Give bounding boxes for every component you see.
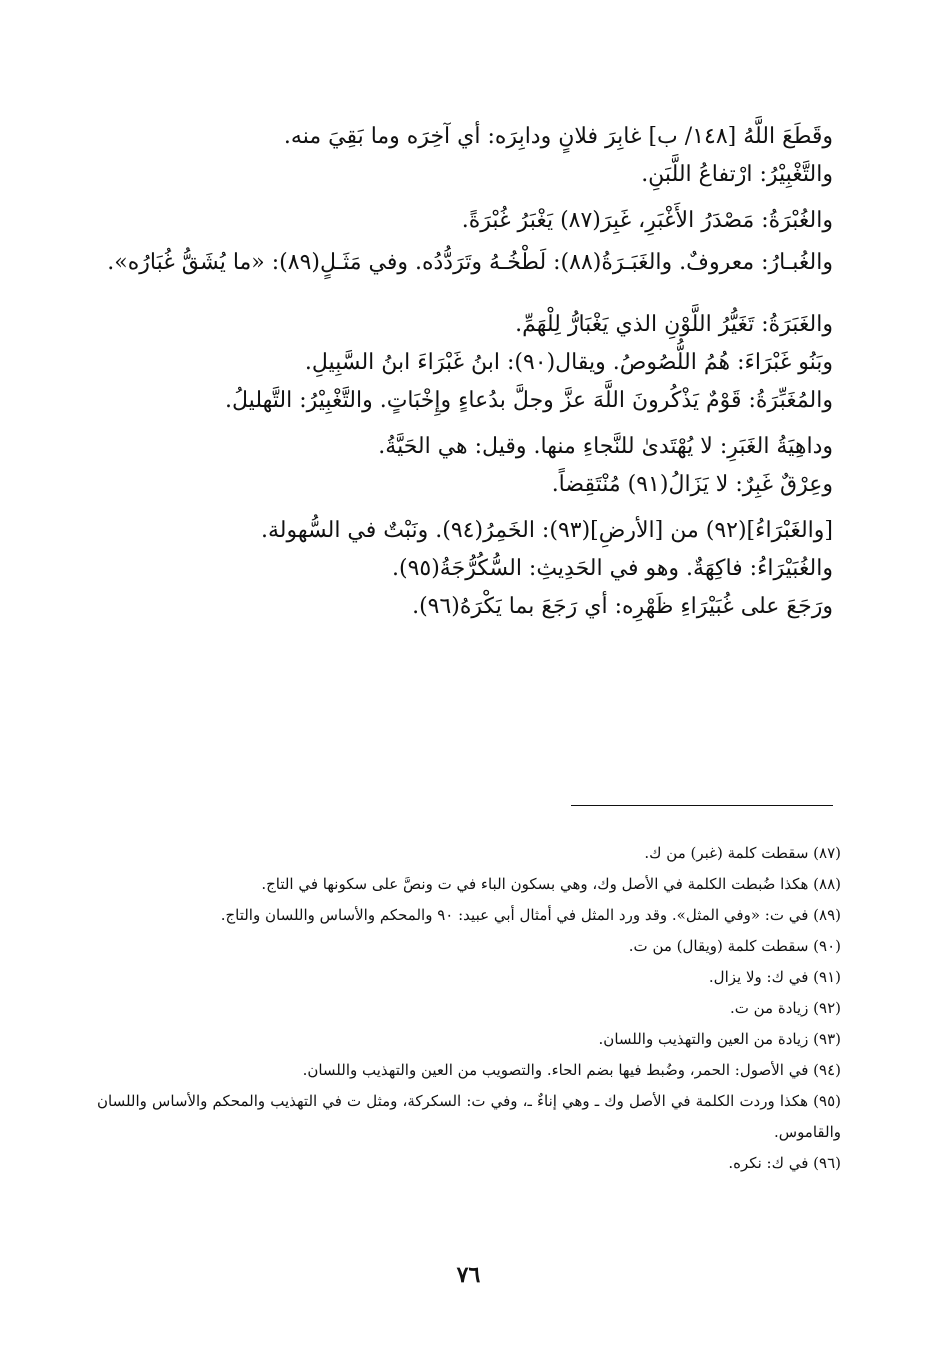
- text-line-11: والغُبَيْرَاءُ: فاكِهَةٌ. وهو في الحَدِيثِ: السُّكُرُّجَةُ(٩٥).: [392, 556, 833, 581]
- text-line-6: وبَنُو غَبْرَاءَ: هُمُ اللُّصُوصُ. ويقال(٩٠): ابنُ غَبْرَاءَ ابنُ السَّبِيلِ.: [304, 350, 833, 375]
- footnote-96: (٩٦) في ك: نكره.: [728, 1154, 841, 1172]
- text-line-5: والغَبَرَةُ: تَغَيُّرُ اللَّوْنِ الذي يَغْبَارُّ لِلْهَمِّ.: [515, 312, 833, 337]
- text-line-7: والمُغَبِّرَةُ: قَوْمٌ يَذْكُرونَ اللَّهَ عزَّ وجلَّ بدُعاءٍ وإِخْبَاتٍ. والتَّغْبِيْرُ: التَّهليلُ.: [225, 388, 833, 413]
- footnote-91: (٩١) في ك: ولا يزال.: [708, 968, 841, 986]
- footnote-separator: [571, 805, 833, 806]
- footnote-92: (٩٢) زيادة من ت.: [729, 999, 841, 1017]
- footnote-90: (٩٠) سقطت كلمة (ويقال) من ت.: [628, 937, 841, 955]
- main-text-body: [103, 118, 833, 626]
- footnote-88: (٨٨) هكذا ضُبطت الكلمة في الأصل وك، وهي بسكون الباء في ت ونصَّ على سكونها في التاج.: [261, 875, 841, 893]
- text-line-2: والتَّغْبِيْرُ: ارْتفاعُ اللَّبَنِ.: [641, 162, 833, 187]
- footnote-87: (٨٧) سقطت كلمة (غبر) من ك.: [644, 844, 841, 862]
- text-line-12: ورَجَعَ على غُبَيْرَاءِ ظَهْرِه: أي رَجَعَ بما يَكْرَهُ(٩٦).: [412, 594, 833, 619]
- text-line-4: والغُبـارُ: معروفٌ. والغَبَـرَةُ(٨٨): لَطْخُـهُ وتَرَدُّدُه. وفي مَثَـلٍ(٨٩): «ما يُشَقُّ غُبَارُه».: [107, 250, 833, 275]
- text-line-1: وقَطَعَ اللَّهُ [١٤٨/ ب] غابِرَ فلانٍ ودابِرَه: أي آخِرَه وما بَقِيَ منه.: [283, 124, 833, 149]
- footnote-89: (٨٩) في ت: «وفي المثل». وقد ورد المثل في أمثال أبي عبيد: ٩٠ والمحكم والأساس واللسان والتاج.: [220, 906, 841, 924]
- text-line-3: والغُبْرَةُ: مَصْدَرُ الأَغْبَرِ، غَبِرَ(٨٧) يَغْبَرُ غُبْرَةً.: [461, 208, 833, 233]
- footnotes: [97, 838, 841, 1179]
- text-line-9: وعِرْقٌ غَبِرٌ: لا يَزَالُ(٩١) مُنْتَقِضاً.: [551, 472, 833, 497]
- footnote-93: (٩٣) زيادة من العين والتهذيب واللسان.: [598, 1030, 841, 1048]
- text-line-8: وداهِيَةُ الغَبَرِ: لا يُهْتَدىٰ للنَّجاءِ منها. وقيل: هي الحَيَّةُ.: [378, 434, 833, 459]
- footnote-94: (٩٤) في الأصول: الحمر، وضُبط فيها بضم الحاء. والتصويب من العين والتهذيب واللسان.: [302, 1061, 841, 1079]
- text-line-10: [والغَبْرَاءُ](٩٢) من [الأرضِ](٩٣): الخَمِرُ(٩٤). ونَبْتٌ في السُّهولة.: [261, 518, 833, 543]
- footnote-95: (٩٥) هكذا وردت الكلمة في الأصل وك ـ وهي إناءٌ ـ، وفي ت: السكركة، ومثل ت في التهذيب والمحكم والأساس واللسان والقاموس.: [97, 1092, 841, 1141]
- page-number: ٧٦: [456, 1262, 481, 1288]
